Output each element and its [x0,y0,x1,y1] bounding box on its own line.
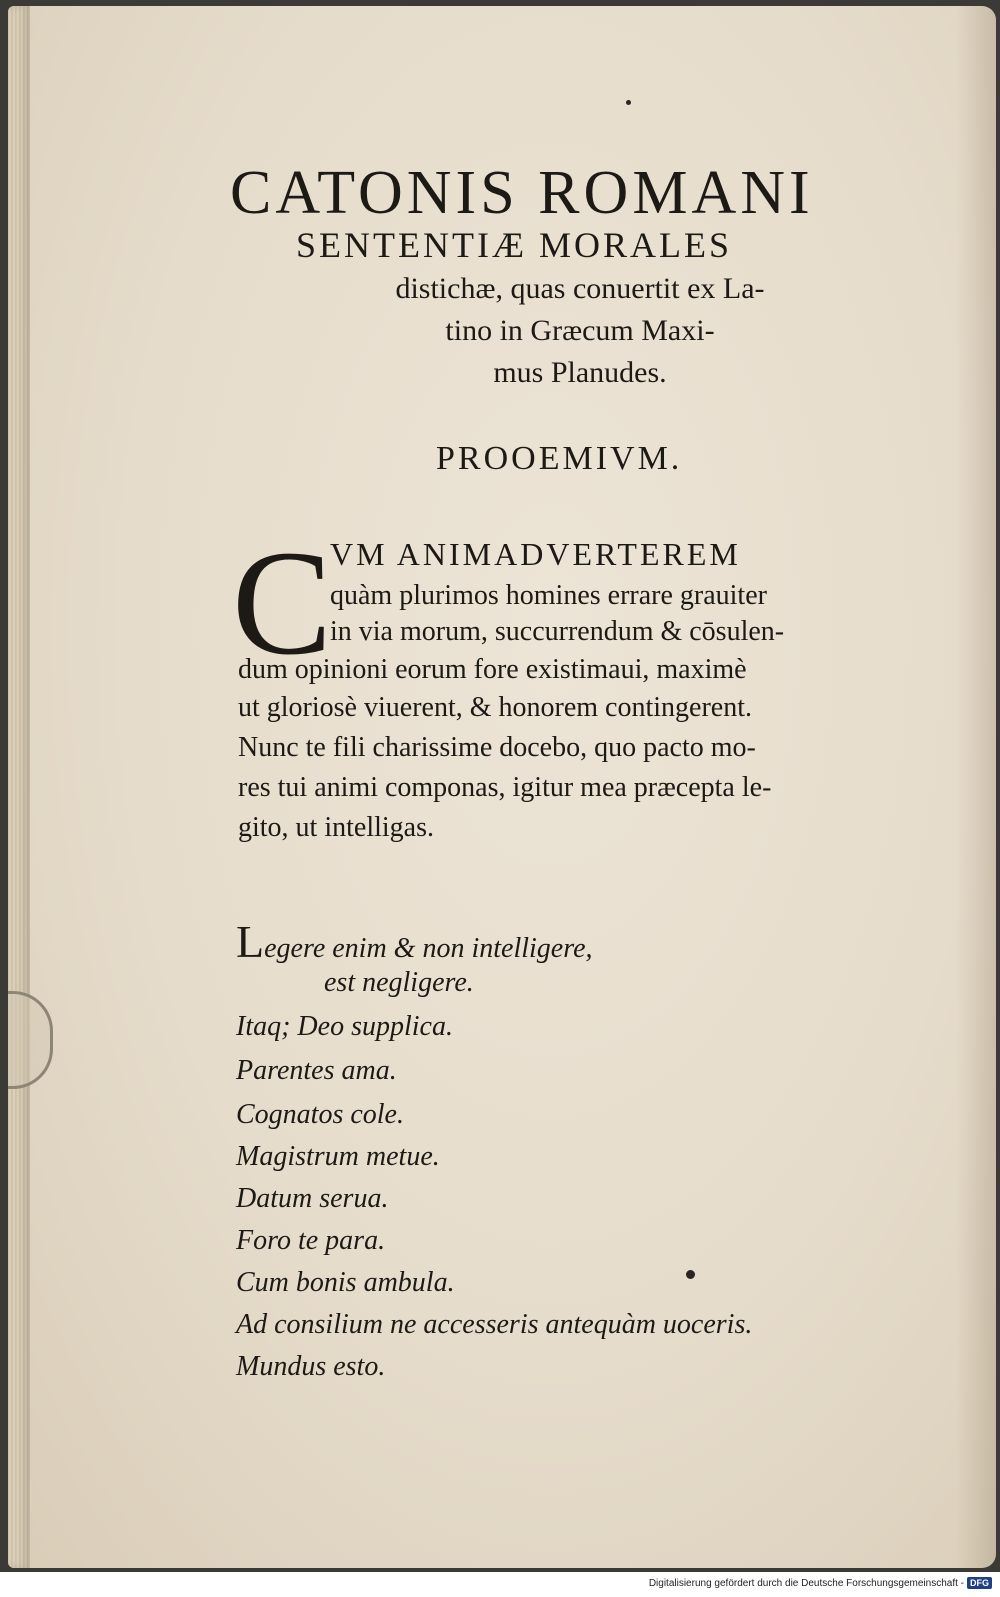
maxim-item: Cum bonis ambula. [236,1267,455,1298]
drop-cap: C [232,520,333,686]
paragraph-line: quàm plurimos homines errare grauiter [330,580,767,611]
digitization-credit [649,1575,992,1591]
dfg-logo: DFG [967,1577,992,1589]
paragraph-line: gito, ut intelligas. [238,812,434,843]
maxim-item: Ad consilium ne accesseris antequàm uoceris. [236,1309,753,1340]
maxim-item: Mundus esto. [236,1351,386,1382]
maxim-first [236,915,593,968]
title-line-3: distichæ, quas conuertit ex La- [395,272,765,305]
paragraph-line: dum opinioni eorum fore existimaui, maximè [238,654,747,685]
paragraph-line: Nunc te fili charissime docebo, quo pacto mo- [238,732,756,763]
maxim-item: Cognatos cole. [236,1099,404,1130]
maxim-item: Parentes ama. [236,1055,397,1086]
maxim-item: Foro te para. [236,1225,386,1256]
credit-text: Digitalisierung gefördert durch die Deutsche Forschungsgemeinschaft - [648,1577,964,1589]
title-line-5: mus Planudes. [493,356,667,389]
section-heading: PROOEMIVM. [436,440,683,477]
title-subtitle [300,268,860,394]
title-line-4: tino in Græcum Maxi- [445,314,715,347]
maxim-item: Datum serua. [236,1183,389,1214]
paragraph-first-line: VM ANIMADVERTEREM [330,536,741,572]
maxim-item: Magistrum metue. [236,1141,440,1172]
maxim-first-text: egere enim & non intelligere, [264,933,593,964]
maxim-item: Itaq; Deo supplica. [236,1011,453,1042]
paragraph-line: res tui animi componas, igitur mea præcepta le- [238,772,772,803]
maxim-continuation: est negligere. [324,967,474,998]
paragraph-line: in via morum, succurrendum & cōsulen- [330,616,785,647]
title-line-1: CATONIS ROMANI [230,159,814,227]
title-line-2: SENTENTIÆ MORALES [296,225,732,265]
paragraph-line: ut gloriosè viuerent, & honorem contingerent. [238,692,752,723]
ink-mark [686,1270,695,1279]
maxim-initial: L [236,916,265,967]
ink-speck [626,100,631,105]
